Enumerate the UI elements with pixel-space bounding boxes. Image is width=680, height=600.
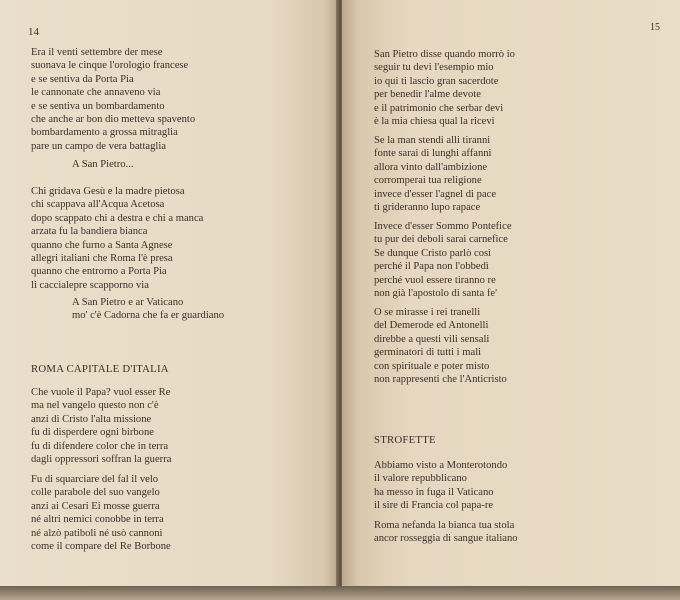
book-bottom-edge xyxy=(0,586,680,600)
verse-line: tu pur dei deboli sarai carnefice xyxy=(374,234,508,246)
verse-line: li caccialepre scapporno via xyxy=(31,279,149,291)
verse-line: colle parabole del suo vangelo xyxy=(31,487,160,499)
verse-line: fu di disperdere ogni birbone xyxy=(31,427,154,439)
verse-line: ti grideranno lupo rapace xyxy=(374,202,481,214)
poem-stanza xyxy=(31,185,203,292)
verse-line: invece d'esser l'agnel di pace xyxy=(374,188,497,200)
verse-line: ancor rosseggia di sangue italiano xyxy=(374,533,518,545)
verse-line: pare un campo de vera battaglia xyxy=(31,140,167,152)
verse-line: allora vinto dall'ambizione xyxy=(374,161,488,173)
verse-line: dopo scappato chi a destra e chi a manca xyxy=(31,212,204,224)
verse-line: arzata fu la bandiera bianca xyxy=(31,226,148,238)
poem-stanza xyxy=(31,473,171,553)
verse-line: e il patrimonio che serbar devi xyxy=(374,102,504,114)
verse-line: io qui ti lascio gran sacerdote xyxy=(374,75,499,87)
verse-line: A San Pietro... xyxy=(72,159,134,170)
verse-line: e se sentiva da Porta Pia xyxy=(31,73,134,85)
verse-line: Era il venti settembre der mese xyxy=(31,47,163,58)
verse-line: è la mia chiesa qual la ricevi xyxy=(374,116,495,128)
verse-line: il valore repubblicano xyxy=(374,473,467,485)
poem-stanza xyxy=(374,220,512,300)
verse-line: corromperai tua religione xyxy=(374,175,482,187)
poem-stanza xyxy=(374,306,507,386)
verse-line: e se sentiva un bombardamento xyxy=(31,100,165,112)
verse-line: Che vuole il Papa? vuol esser Re xyxy=(31,387,171,398)
verse-line: seguir tu devi l'esempio mio xyxy=(374,62,494,74)
verse-line: chi scappava all'Acqua Acetosa xyxy=(31,199,165,211)
verse-line: perché vuol essere tiranno re xyxy=(374,274,496,286)
poem-stanza xyxy=(31,386,171,466)
verse-line: che anche ar bon dio metteva spavento xyxy=(31,114,196,126)
verse-line: mo' c'è Cadorna che fa er guardiano xyxy=(72,310,225,322)
page-number-right: 15 xyxy=(650,22,660,33)
verse-line: Chi gridava Gesù e la madre pietosa xyxy=(31,186,185,197)
verse-line: San Pietro disse quando morrò io xyxy=(374,49,515,60)
verse-line: Fu di squarciare del fal il velo xyxy=(31,474,159,485)
verse-line: O se mirasse i rei tranelli xyxy=(374,307,481,318)
poem-stanza xyxy=(374,134,496,214)
verse-line: le cannonate che annaveno via xyxy=(31,87,161,99)
verse-line: Se dunque Cristo parlò così xyxy=(374,247,492,259)
verse-line: ha messo in fuga il Vaticano xyxy=(374,486,494,498)
verse-line: Roma nefanda la bianca tua stola xyxy=(374,520,515,531)
verse-line: con spirituale e poter misto xyxy=(374,360,490,372)
verse-line: anzi ai Cesari Ei mosse guerra xyxy=(31,500,160,512)
verse-line: del Demerode ed Antonelli xyxy=(374,320,489,332)
refrain xyxy=(72,296,224,323)
verse-line: Abbiamo visto a Monterotondo xyxy=(374,460,508,471)
right-page xyxy=(342,0,680,586)
verse-line: allegri italiani che Roma l'è presa xyxy=(31,253,173,265)
poem-stanza xyxy=(374,48,515,128)
verse-line: per benedir l'alme devote xyxy=(374,89,481,101)
section-title: ROMA CAPITALE D'ITALIA xyxy=(31,363,169,375)
verse-line: anzi di Cristo l'alta missione xyxy=(31,413,152,425)
verse-line: A San Pietro e ar Vaticano xyxy=(72,297,184,308)
poem-stanza xyxy=(374,519,518,546)
verse-line: perché il Papa non l'obbedì xyxy=(374,261,489,273)
verse-line: Se la man stendi alli tiranni xyxy=(374,135,491,146)
verse-line: fu di difendere color che in terra xyxy=(31,440,169,452)
verse-line: né altri nemici conobbe in terra xyxy=(31,514,164,526)
verse-line: non rappresenti che l'Anticristo xyxy=(374,374,507,386)
verse-line: direbbe a questi vili sensali xyxy=(374,333,490,345)
verse-line: germinatori di tutti i mali xyxy=(374,347,482,359)
verse-line: non già l'apostolo di santa fe' xyxy=(374,288,497,300)
verse-line: come il compare del Re Borbone xyxy=(31,541,171,553)
section-title: STROFETTE xyxy=(374,434,436,446)
left-page xyxy=(0,0,338,586)
verse-line: ma nel vangelo questo non c'è xyxy=(31,400,159,412)
verse-line: dagli oppressori soffran la guerra xyxy=(31,454,172,466)
verse-line: bombardamento a grossa mitraglia xyxy=(31,127,178,139)
verse-line: suonava le cinque l'orologio francese xyxy=(31,60,189,72)
poem-stanza xyxy=(374,459,507,513)
verse-line: quanno che furno a Santa Agnese xyxy=(31,239,173,251)
verse-line: Invece d'esser Sommo Pontefice xyxy=(374,221,512,232)
page-number-left: 14 xyxy=(28,26,39,38)
verse-line: fonte sarai di lunghi affanni xyxy=(374,148,492,160)
poem-stanza xyxy=(31,46,195,153)
verse-line: quanno che entrorno a Porta Pia xyxy=(31,266,167,278)
verse-line: né alzò patiboli né usò cannoni xyxy=(31,527,163,539)
verse-line: il sire di Francia col papa-re xyxy=(374,500,494,512)
refrain xyxy=(72,158,134,171)
